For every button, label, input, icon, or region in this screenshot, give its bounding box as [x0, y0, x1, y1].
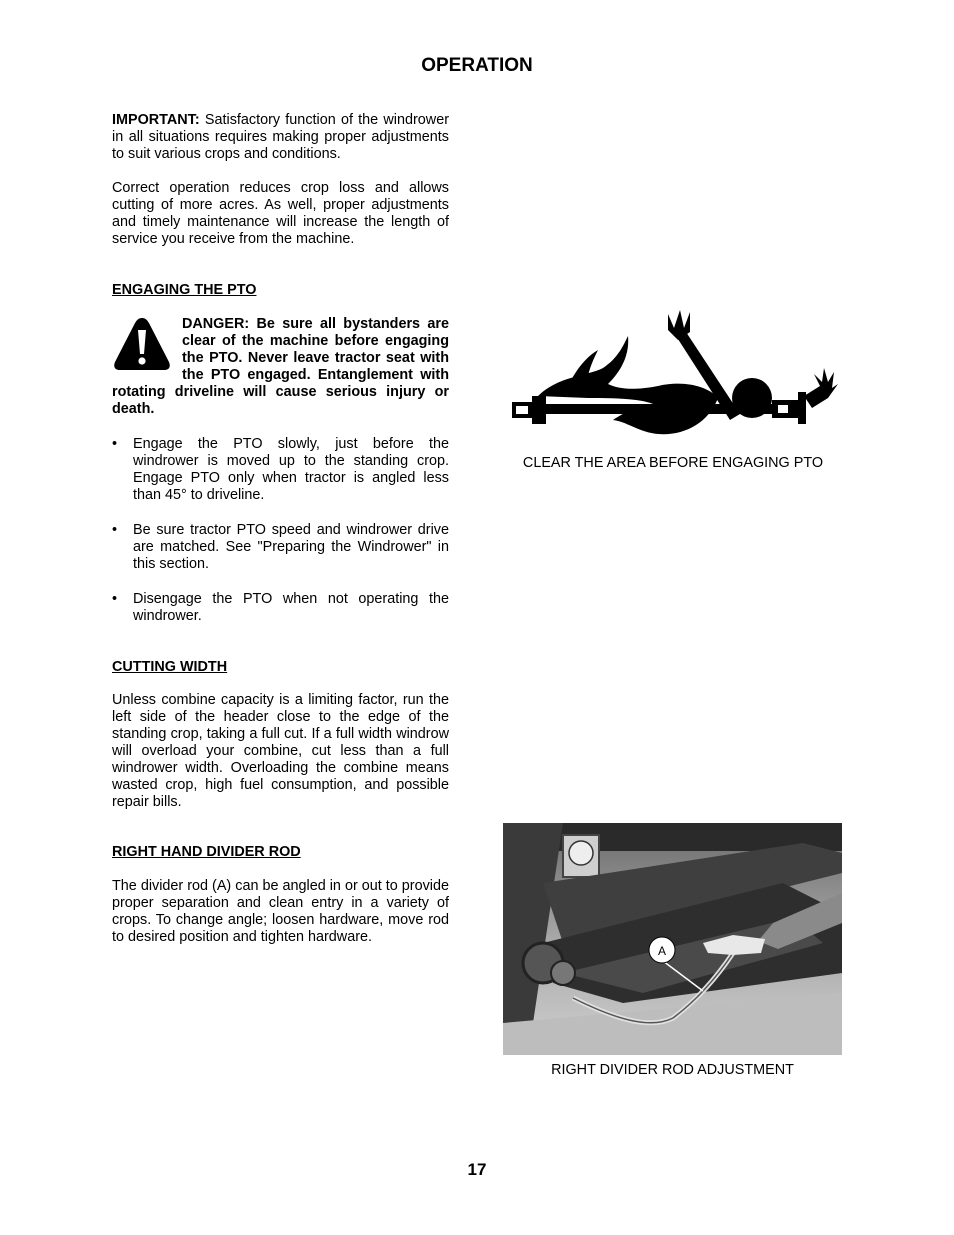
page-title: OPERATION: [421, 55, 533, 76]
bullet-text: Disengage the PTO when not operating the windrower.: [133, 591, 449, 624]
important-paragraph: [112, 112, 449, 163]
pto-entanglement-pictogram: [508, 306, 840, 448]
pto-heading: ENGAGING THE PTO: [112, 282, 257, 298]
bullet-item: [112, 591, 449, 625]
bullet-text: Be sure tractor PTO speed and windrower drive are matched. See "Preparing the Windrower" in this section.: [133, 522, 449, 572]
cutting-width-heading: CUTTING WIDTH: [112, 659, 228, 675]
warning-triangle-icon: [112, 316, 172, 372]
bullet-item: [112, 436, 449, 504]
bullet-dot: •: [112, 591, 118, 607]
important-text: Satisfactory function of the windrower in all situations requires making proper adjustments to suit various crops and conditions.: [112, 112, 449, 162]
callout-label-a: A: [657, 944, 667, 958]
danger-text: DANGER: Be sure all bystanders are clear of the machine before engaging the PTO. Never leave tractor seat with the PTO engaged. Entanglement with rotating driveline will cause serious injury or death.: [112, 316, 449, 417]
bullet-item: [112, 522, 449, 573]
cutting-width-text: Unless combine capacity is a limiting factor, run the left side of the header close to the edge of the standing crop, taking a full cut. If a full width windrow will overload your combine, cut less than a full windrower width. Overloading the combine means wasted crop, high fuel consumption, and possible repair bills.: [112, 692, 449, 810]
pto-figure-caption: CLEAR THE AREA BEFORE ENGAGING PTO: [522, 455, 824, 471]
bullet-text: Engage the PTO slowly, just before the windrower is moved up to the standing crop. Engage PTO only when tractor is angled less than 45° to driveline.: [133, 436, 449, 503]
intro-paragraph-2: Correct operation reduces crop loss and allows cutting of more acres. As well, proper adjustments and timely maintenance will increase the length of service you receive from the machine.: [112, 180, 449, 247]
divider-rod-heading: RIGHT HAND DIVIDER ROD: [112, 844, 301, 860]
divider-rod-photo: [503, 823, 842, 1055]
important-label: IMPORTANT:: [112, 112, 200, 128]
divider-rod-text: The divider rod (A) can be angled in or out to provide proper separation and clean entry in a variety of crops. To change angle; loosen hardware, move rod to desired position and tighten hardware.: [112, 878, 449, 945]
bullet-dot: •: [112, 522, 118, 538]
bullet-dot: •: [112, 436, 118, 452]
page-number: 17: [467, 1160, 487, 1179]
intro-section: [112, 112, 449, 163]
danger-block: [112, 316, 449, 418]
divider-figure-caption: RIGHT DIVIDER ROD ADJUSTMENT: [551, 1062, 794, 1078]
